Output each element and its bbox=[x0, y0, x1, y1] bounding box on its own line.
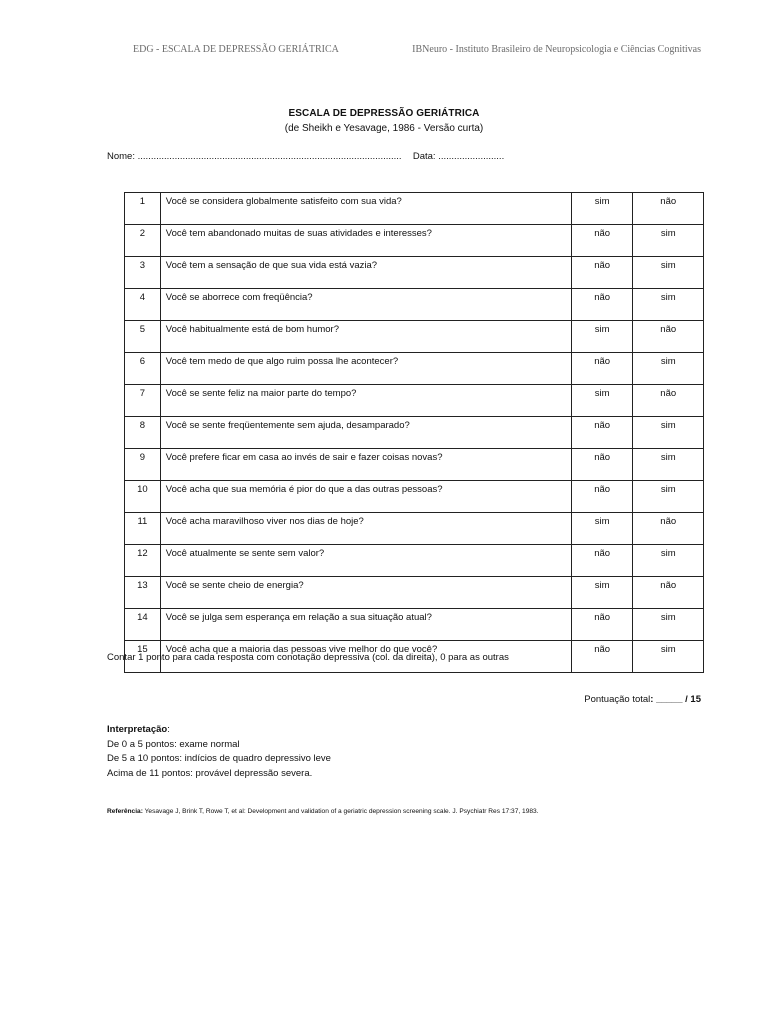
answer-right: sim bbox=[633, 417, 704, 449]
answer-left: não bbox=[571, 545, 633, 577]
question-text: Você se sente freqüentemente sem ajuda, desamparado? bbox=[160, 417, 571, 449]
patient-fields bbox=[107, 151, 504, 162]
answer-left: não bbox=[571, 257, 633, 289]
question-row bbox=[125, 385, 704, 417]
question-row bbox=[125, 513, 704, 545]
answer-left: não bbox=[571, 481, 633, 513]
question-text: Você acha que sua memória é pior do que a das outras pessoas? bbox=[160, 481, 571, 513]
answer-left: não bbox=[571, 609, 633, 641]
question-text: Você se sente feliz na maior parte do tempo? bbox=[160, 385, 571, 417]
question-number: 15 bbox=[125, 641, 161, 673]
question-number: 13 bbox=[125, 577, 161, 609]
question-text: Você se julga sem esperança em relação a sua situação atual? bbox=[160, 609, 571, 641]
answer-right: sim bbox=[633, 353, 704, 385]
question-text: Você habitualmente está de bom humor? bbox=[160, 321, 571, 353]
interpretation-colon: : bbox=[167, 724, 170, 735]
answer-left: sim bbox=[571, 385, 633, 417]
question-text: Você tem a sensação de que sua vida está vazia? bbox=[160, 257, 571, 289]
interpretation-line: De 5 a 10 pontos: indícios de quadro depressivo leve bbox=[107, 753, 331, 764]
question-text: Você se aborrece com freqüência? bbox=[160, 289, 571, 321]
answer-right: sim bbox=[633, 481, 704, 513]
answer-left: sim bbox=[571, 321, 633, 353]
question-number: 6 bbox=[125, 353, 161, 385]
answer-left: não bbox=[571, 289, 633, 321]
questions-table bbox=[124, 192, 704, 673]
answer-left: não bbox=[571, 225, 633, 257]
answer-left: sim bbox=[571, 513, 633, 545]
reference-text: Yesavage J, Brink T, Rowe T, et al: Development and validation of a geriatric depression screening scale. J. Psychiatr Res 17:37, 1983. bbox=[142, 808, 539, 815]
answer-right: sim bbox=[633, 545, 704, 577]
question-row bbox=[125, 193, 704, 225]
question-text: Você acha que a maioria das pessoas vive melhor do que você? bbox=[160, 641, 571, 673]
question-text: Você acha maravilhoso viver nos dias de hoje? bbox=[160, 513, 571, 545]
question-text: Você se considera globalmente satisfeito com sua vida? bbox=[160, 193, 571, 225]
nome-label: Nome: bbox=[107, 151, 135, 162]
answer-left: não bbox=[571, 641, 633, 673]
answer-right: sim bbox=[633, 449, 704, 481]
question-row bbox=[125, 417, 704, 449]
answer-left: sim bbox=[571, 577, 633, 609]
reference bbox=[107, 808, 539, 815]
interpretation-heading: Interpretação bbox=[107, 724, 168, 735]
question-number: 7 bbox=[125, 385, 161, 417]
question-row bbox=[125, 353, 704, 385]
answer-left: não bbox=[571, 449, 633, 481]
question-text: Você se sente cheio de energia? bbox=[160, 577, 571, 609]
nome-blank: .................................................................................................... bbox=[137, 151, 402, 162]
question-row bbox=[125, 481, 704, 513]
question-number: 11 bbox=[125, 513, 161, 545]
question-text: Você atualmente se sente sem valor? bbox=[160, 545, 571, 577]
question-number: 5 bbox=[125, 321, 161, 353]
document-subtitle: (de Sheikh e Yesavage, 1986 - Versão curta) bbox=[284, 123, 484, 134]
interpretation-block bbox=[107, 723, 331, 781]
answer-left: não bbox=[571, 353, 633, 385]
question-number: 4 bbox=[125, 289, 161, 321]
question-row bbox=[125, 609, 704, 641]
question-number: 9 bbox=[125, 449, 161, 481]
answer-right: não bbox=[633, 385, 704, 417]
question-row bbox=[125, 225, 704, 257]
header-left-text: EDG - ESCALA DE DEPRESSÃO GERIÁTRICA bbox=[133, 44, 339, 55]
answer-right: não bbox=[633, 193, 704, 225]
question-number: 1 bbox=[125, 193, 161, 225]
question-row bbox=[125, 257, 704, 289]
interpretation-line: Acima de 11 pontos: provável depressão severa. bbox=[107, 767, 313, 779]
question-text: Você tem medo de que algo ruim possa lhe acontecer? bbox=[160, 353, 571, 385]
question-number: 10 bbox=[125, 481, 161, 513]
question-text: Você tem abandonado muitas de suas atividades e interesses? bbox=[160, 225, 571, 257]
question-number: 2 bbox=[125, 225, 161, 257]
header-right-text: IBNeuro - Instituto Brasileiro de Neuropsicologia e Ciências Cognitivas bbox=[412, 44, 701, 55]
question-row bbox=[125, 289, 704, 321]
answer-right: sim bbox=[633, 609, 704, 641]
score-value: : _____ / 15 bbox=[650, 694, 701, 705]
answer-left: sim bbox=[571, 193, 633, 225]
score-label: Pontuação total bbox=[584, 694, 651, 705]
document-title: ESCALA DE DEPRESSÃO GERIÁTRICA bbox=[288, 108, 480, 119]
answer-right: não bbox=[633, 513, 704, 545]
total-score bbox=[584, 694, 701, 705]
data-label: Data: bbox=[412, 151, 436, 162]
data-blank: ......................... bbox=[438, 151, 505, 162]
answer-right: não bbox=[633, 577, 704, 609]
answer-right: não bbox=[633, 321, 704, 353]
answer-right: sim bbox=[633, 257, 704, 289]
reference-label: Referência: bbox=[107, 808, 143, 815]
question-row bbox=[125, 577, 704, 609]
answer-right: sim bbox=[633, 225, 704, 257]
page-header bbox=[0, 44, 768, 58]
question-number: 3 bbox=[125, 257, 161, 289]
answer-right: sim bbox=[633, 289, 704, 321]
question-number: 8 bbox=[125, 417, 161, 449]
interpretation-line: De 0 a 5 pontos: exame normal bbox=[107, 738, 240, 750]
question-row bbox=[125, 321, 704, 353]
question-text: Você prefere ficar em casa ao invés de sair e fazer coisas novas? bbox=[160, 449, 571, 481]
answer-right: sim bbox=[633, 641, 704, 673]
question-row bbox=[125, 545, 704, 577]
question-number: 14 bbox=[125, 609, 161, 641]
scoring-instruction: Contar 1 ponto para cada resposta com conotação depressiva (col. da direita), 0 para as outras bbox=[107, 652, 509, 663]
answer-left: não bbox=[571, 417, 633, 449]
question-number: 12 bbox=[125, 545, 161, 577]
question-row bbox=[125, 449, 704, 481]
